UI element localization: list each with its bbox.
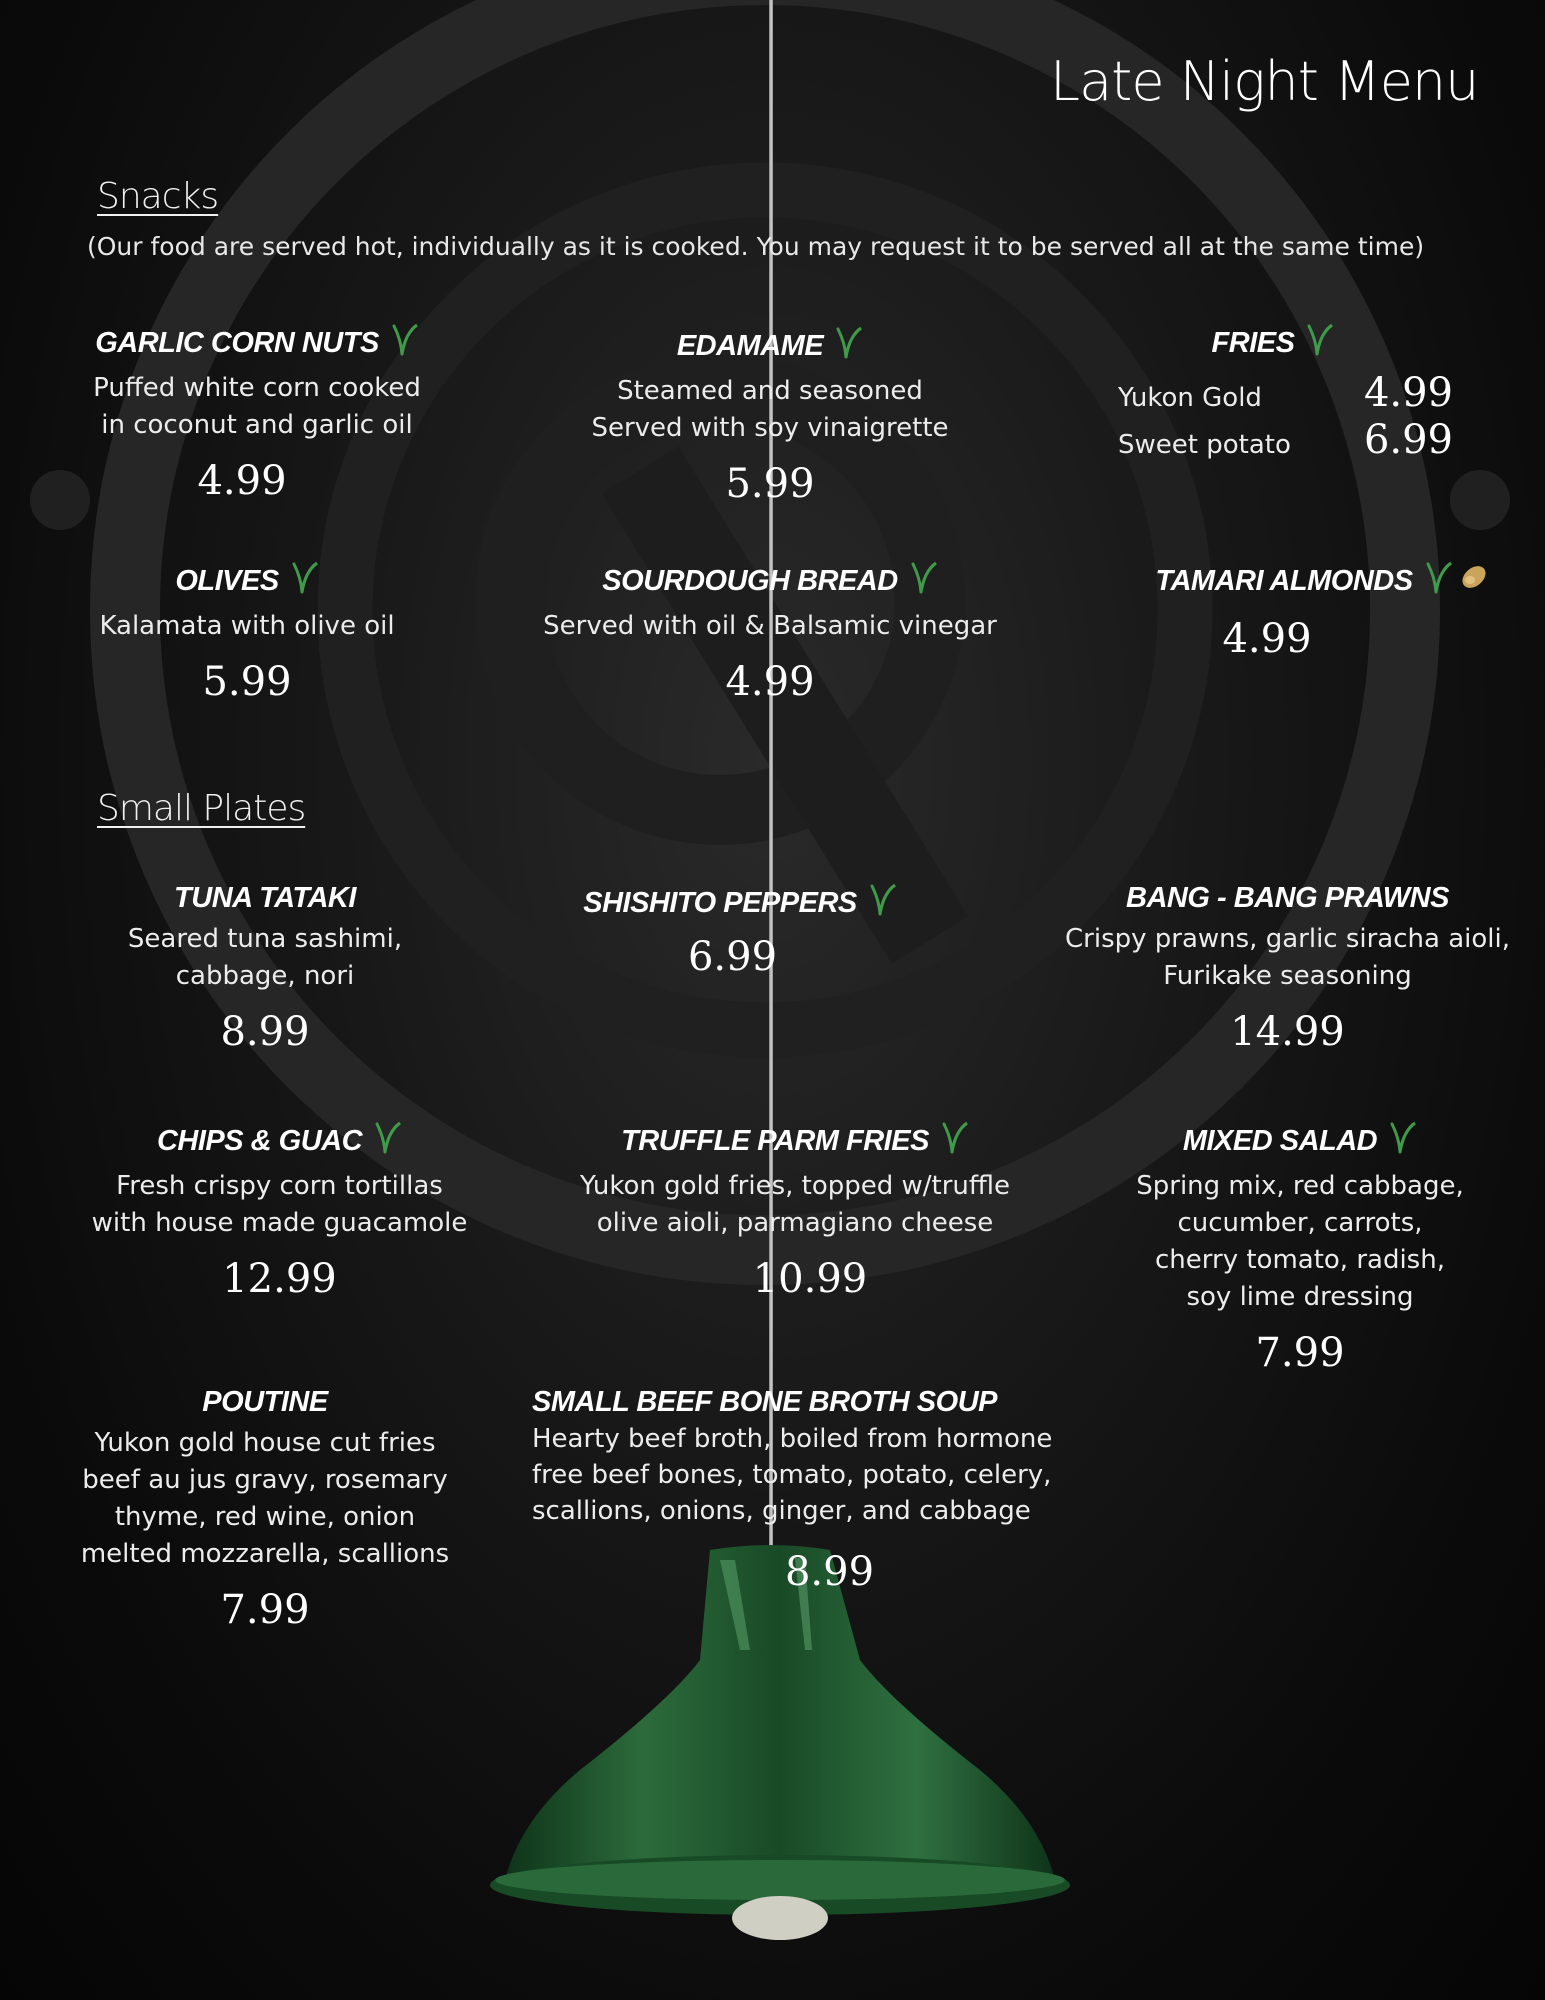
pendant-lamp-illustration [420,1540,1140,1960]
item-description: cherry tomato, radish, [1155,1245,1445,1275]
item-price: 4.99 [1222,616,1312,662]
item-description: Furikake seasoning [1163,961,1412,991]
item-description: Hearty beef broth, boiled from hormone [532,1424,1053,1454]
leaf-icon [910,560,938,602]
item-description: Seared tuna sashimi, [127,924,403,954]
item-name: TAMARI ALMONDS [1155,564,1413,597]
item-description: thyme, red wine, onion [114,1502,416,1532]
item-price: 4.99 [725,659,815,705]
section-heading-snacks: Snacks [97,176,219,217]
item-description: beef au jus gravy, rosemary [82,1465,448,1495]
menu-item-truffle-parm-fries [560,1120,1030,1302]
menu-title: Late Night Menu [1050,50,1479,113]
fries-option-sweet-potato: Sweet potato [1118,430,1291,460]
item-price: 5.99 [202,659,292,705]
item-price: 14.99 [1230,1009,1345,1055]
item-description: Puffed white corn cooked [93,373,421,403]
menu-item-edamame [560,325,980,507]
leaf-icon [1425,560,1453,602]
item-description: in coconut and garlic oil [101,410,413,440]
item-price: 12.99 [222,1256,337,1302]
item-name: TUNA TATAKI [174,882,356,914]
menu-item-shishito-peppers [540,882,940,980]
item-price: 6.99 [687,934,778,980]
menu-item-mixed-salad [1115,1120,1485,1376]
menu-item-fries [1118,322,1468,464]
item-name: SMALL BEEF BONE BROTH SOUP [532,1386,997,1418]
peanut-icon [1459,562,1489,600]
leaf-icon [941,1120,969,1162]
leaf-icon [291,560,319,602]
menu-item-poutine [75,1386,455,1633]
serving-note: (Our food are served hot, individually as it is cooked. You may request it to be served all at the same time) [87,232,1425,261]
item-description: Crispy prawns, garlic siracha aioli, [1065,924,1510,954]
menu-item-olives [82,560,412,705]
item-name: SHISHITO PEPPERS [583,886,857,919]
menu-item-bang-bang-prawns [1055,882,1520,1055]
item-description: olive aioli, parmagiano cheese [596,1208,994,1238]
leaf-icon [835,325,863,367]
item-price: 8.99 [220,1009,310,1055]
item-price: 4.99 [1363,370,1453,416]
leaf-icon [1389,1120,1417,1162]
leaf-icon [869,882,897,924]
item-price: 4.99 [197,458,287,504]
item-name: EDAMAME [676,329,824,362]
item-name: OLIVES [175,564,279,597]
item-description: Yukon gold fries, topped w/truffle [579,1171,1011,1201]
item-price: 6.99 [1363,417,1453,463]
item-price: 5.99 [725,461,815,507]
item-description: Spring mix, red cabbage, [1136,1171,1464,1201]
item-name: MIXED SALAD [1182,1124,1378,1157]
leaf-icon [391,322,419,364]
leaf-icon [374,1120,402,1162]
item-name: GARLIC CORN NUTS [95,326,379,359]
menu-item-tamari-almonds [1122,560,1522,662]
item-description: Steamed and seasoned [617,376,923,406]
item-description: melted mozzarella, scallions [80,1539,450,1569]
item-description: Served with soy vinaigrette [591,413,949,443]
item-price: 7.99 [220,1587,310,1633]
item-name: POUTINE [202,1386,328,1418]
section-heading-small-plates: Small Plates [97,788,306,829]
item-description: cucumber, carrots, [1177,1208,1423,1238]
menu-item-beef-bone-broth-soup [532,1386,1087,1595]
item-description: Kalamata with olive oil [99,611,395,641]
item-name: CHIPS & GUAC [156,1124,363,1157]
menu-item-chips-guac [82,1120,477,1302]
item-description: with house made guacamole [91,1208,468,1238]
item-name: BANG - BANG PRAWNS [1126,882,1449,914]
item-price: 8.99 [784,1549,875,1595]
item-price: 10.99 [752,1256,868,1302]
item-name: SOURDOUGH BREAD [602,564,898,597]
menu-item-sourdough-bread [530,560,1010,705]
item-description: scallions, onions, ginger, and cabbage [532,1496,1031,1526]
item-description: Fresh crispy corn tortillas [116,1171,443,1201]
fries-option-yukon-gold: Yukon Gold [1118,383,1262,413]
item-description: Yukon gold house cut fries [94,1428,436,1458]
leaf-icon [1306,322,1334,364]
item-description: cabbage, nori [175,961,355,991]
item-name: FRIES [1211,326,1295,359]
menu-item-tuna-tataki [90,882,440,1055]
item-name: TRUFFLE PARM FRIES [621,1124,929,1157]
item-description: soy lime dressing [1186,1282,1414,1312]
item-description: free beef bones, tomato, potato, celery, [532,1460,1052,1490]
menu-item-garlic-corn-nuts [62,322,452,504]
item-price: 7.99 [1255,1330,1345,1376]
item-description: Served with oil & Balsamic vinegar [543,611,997,641]
